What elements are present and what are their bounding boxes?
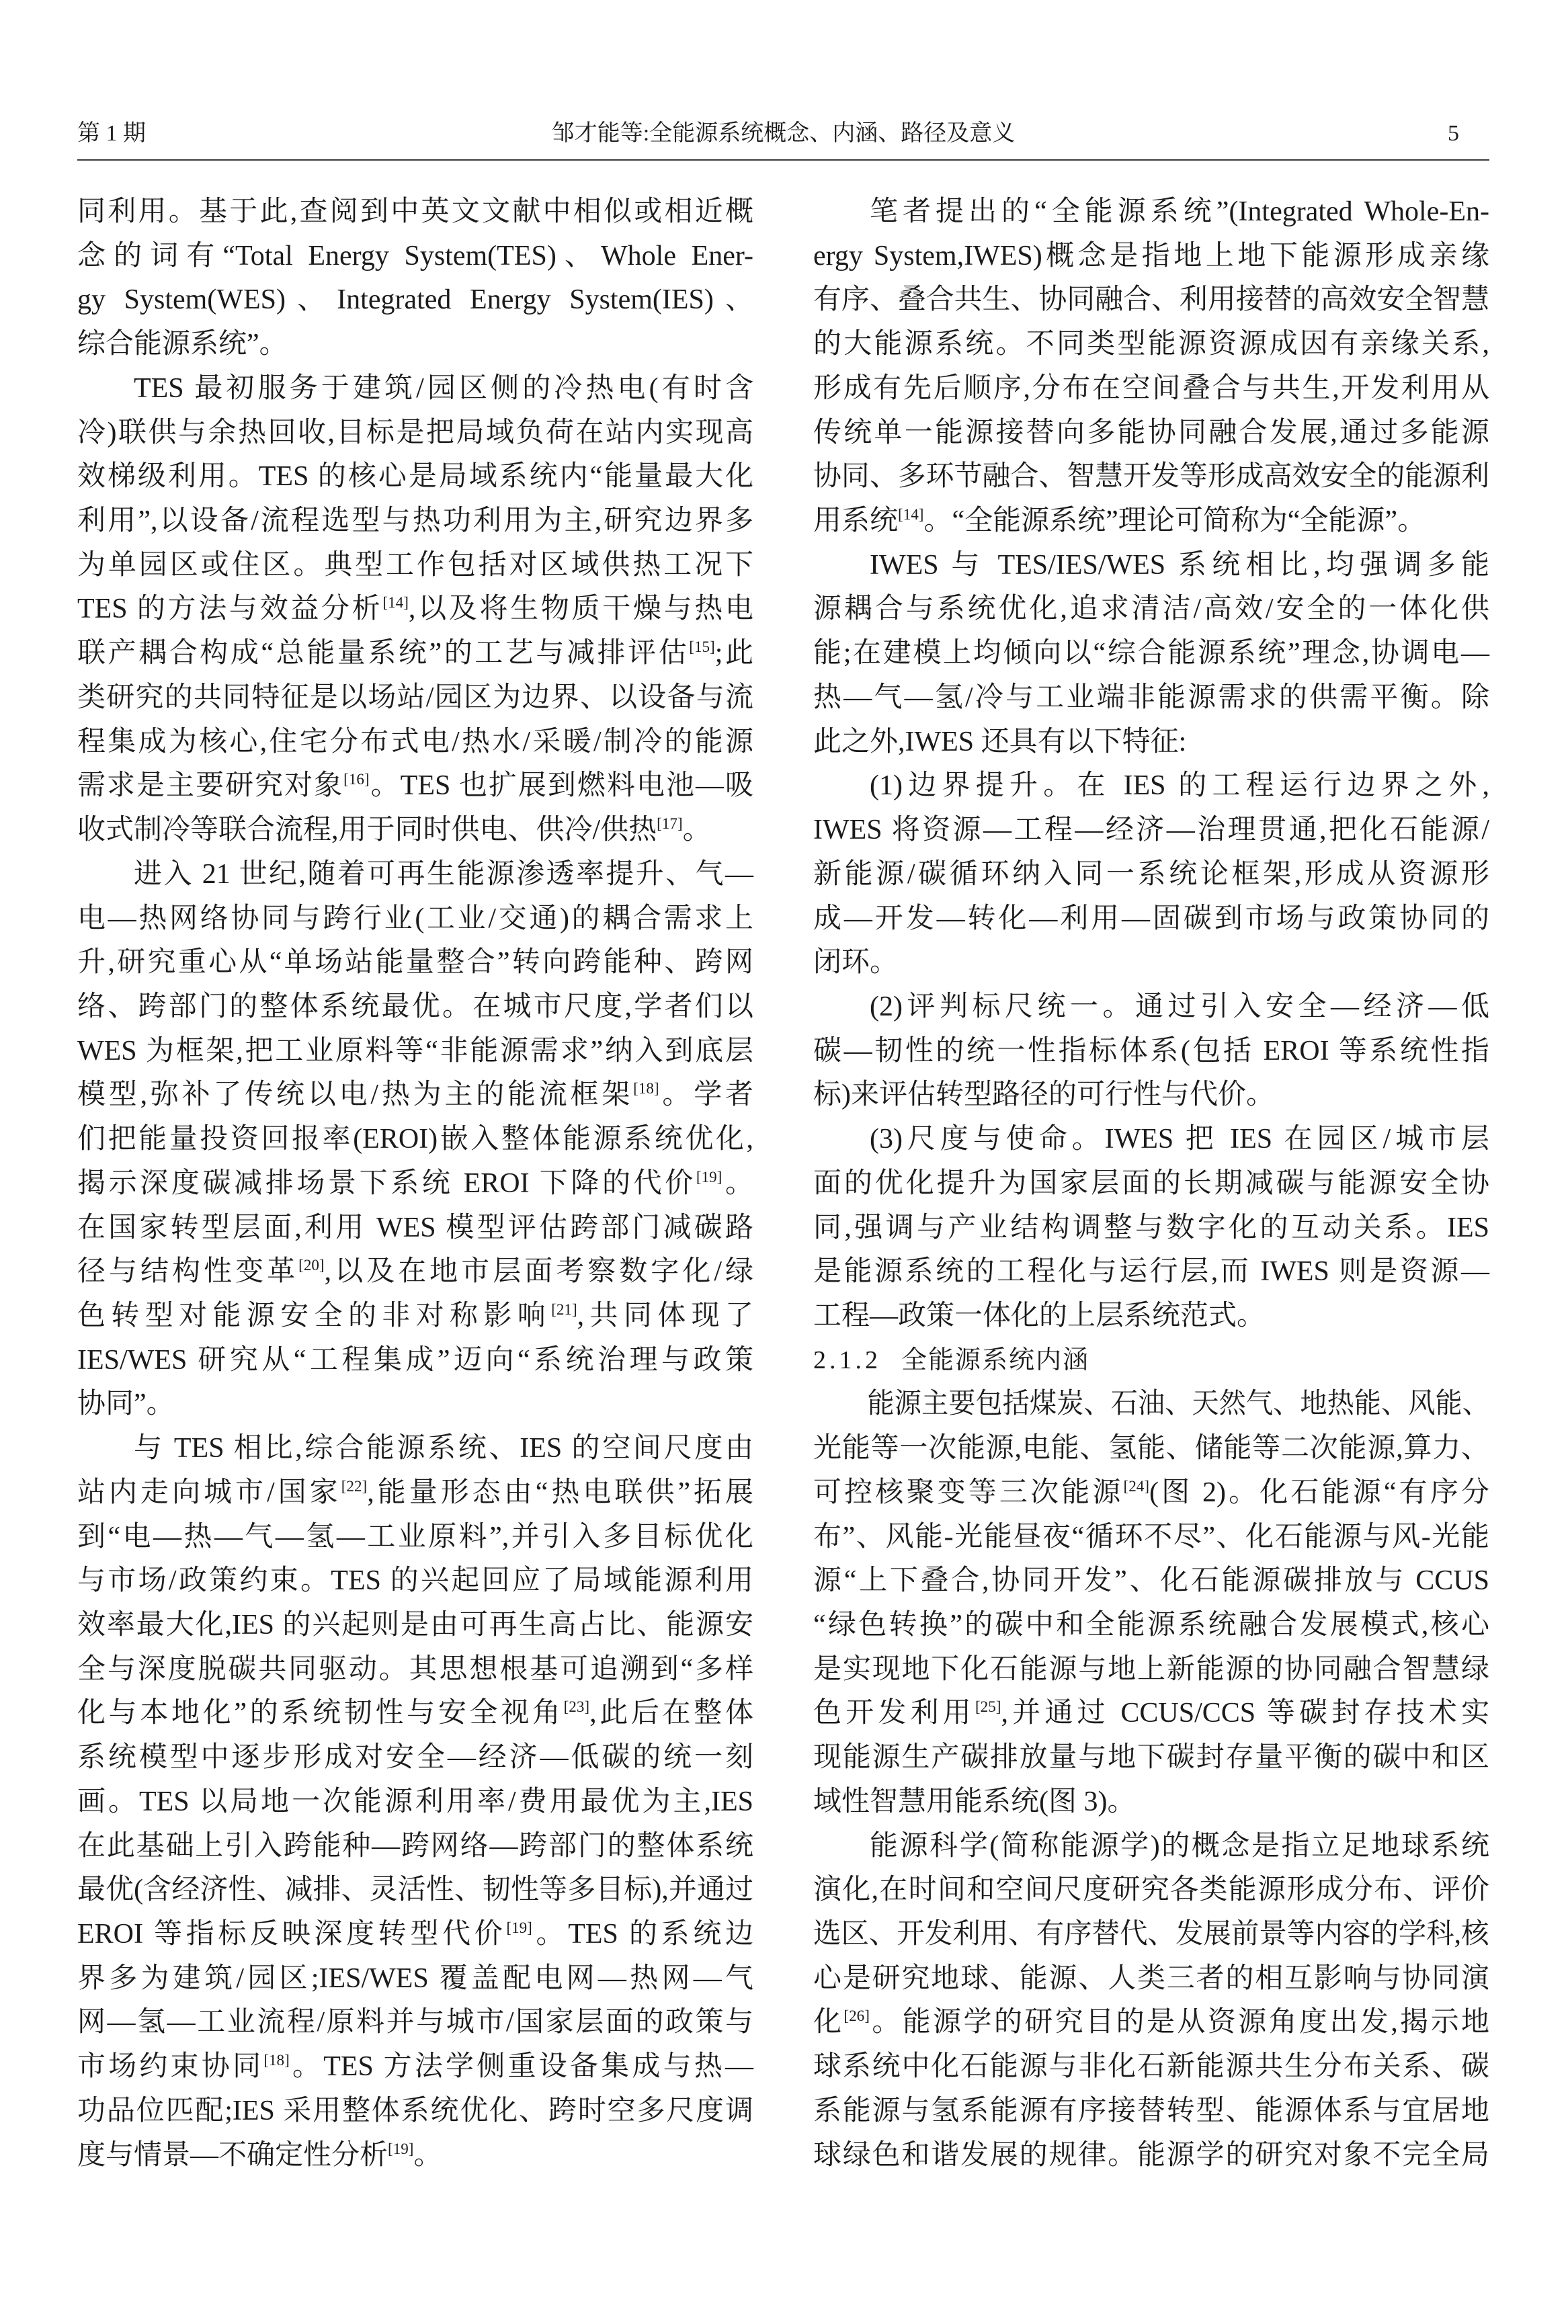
text-line xyxy=(813,367,1489,411)
text-line xyxy=(813,897,1489,942)
citation-superscript: [21] xyxy=(551,1300,577,1318)
text-run: 效梯级利用。TES 的核心是局域系统内“能量最大化 xyxy=(77,461,753,493)
text-line xyxy=(813,1913,1489,1957)
text-run: 收式制冷等联合流程,用于同时供电、供冷/供热 xyxy=(77,815,657,846)
text-line xyxy=(77,1030,753,1074)
text-run: 画。TES 以局地一次能源利用率/费用最优为主,IES xyxy=(77,1786,753,1817)
text-line xyxy=(77,587,753,632)
paragraph xyxy=(813,1825,1489,2178)
text-run: 。 xyxy=(413,2139,442,2171)
running-title: 邹才能等:全能源系统概念、内涵、路径及意义 xyxy=(551,121,1016,146)
text-run: 工程—政策一体化的上层系统范式。 xyxy=(813,1300,1266,1331)
citation-superscript: [19] xyxy=(506,1919,532,1937)
text-line xyxy=(813,1162,1489,1206)
text-run: 。“全能源系统”理论可简称为“全能源”。 xyxy=(923,505,1426,537)
text-line xyxy=(813,1118,1489,1162)
section-title: 全能源系统内涵 xyxy=(901,1345,1090,1374)
text-run: 的大能源系统。不同类型能源资源成因有亲缘关系, xyxy=(813,329,1489,360)
text-run: 模型,弥补了传统以电/热为主的能流框架 xyxy=(77,1079,634,1111)
text-line xyxy=(813,764,1489,808)
page-number: 5 xyxy=(1448,121,1459,146)
text-line xyxy=(77,2001,753,2045)
text-run: 笔者提出的“全能源系统”(Integrated Whole-En- xyxy=(870,196,1489,227)
text-line xyxy=(813,1471,1489,1516)
text-line xyxy=(813,1648,1489,1692)
text-run: 有序、叠合共生、协同融合、利用接替的高效安全智慧 xyxy=(813,284,1489,316)
citation-superscript: [18] xyxy=(633,1079,659,1097)
text-run: 碳—韧性的统一性指标体系(包括 EROI 等系统性指 xyxy=(813,1035,1489,1067)
text-line xyxy=(813,544,1489,588)
text-line xyxy=(813,1427,1489,1471)
text-line xyxy=(813,1516,1489,1560)
text-line xyxy=(813,2089,1489,2134)
left-column xyxy=(77,190,753,2177)
text-run: 需求是主要研究对象 xyxy=(77,770,344,802)
text-run: 布”、风能-光能昼夜“循环不尽”、化石能源与风-光能 xyxy=(813,1521,1489,1552)
text-line xyxy=(77,1073,753,1118)
text-line xyxy=(813,1559,1489,1604)
section-heading xyxy=(813,1339,1489,1383)
text-run: 是能源系统的工程化与运行层,而 IWES 则是资源— xyxy=(813,1256,1489,1288)
text-run: 此之外,IWES 还具有以下特征: xyxy=(813,726,1187,757)
text-run: 心是研究地球、能源、人类三者的相互影响与协同演 xyxy=(813,1962,1489,1994)
text-run: 色转型对能源安全的非对称影响 xyxy=(77,1300,552,1331)
text-line xyxy=(813,190,1489,235)
citation-superscript: [24] xyxy=(1123,1477,1150,1495)
text-run: ,并通过 CCUS/CCS 等碳封存技术实 xyxy=(1001,1698,1489,1729)
citation-superscript: [20] xyxy=(298,1256,325,1274)
text-run: TES 最初服务于建筑/园区侧的冷热电(有时含 xyxy=(134,372,753,404)
header-rule xyxy=(77,159,1489,161)
text-run: 程集成为核心,住宅分布式电/热水/采暖/制冷的能源 xyxy=(77,726,753,757)
text-run: 与 TES 相比,综合能源系统、IES 的空间尺度由 xyxy=(134,1433,753,1464)
text-line xyxy=(77,1692,753,1736)
text-run: ,以及将生物质干燥与热电 xyxy=(408,593,753,625)
paragraph xyxy=(77,190,753,367)
paragraph xyxy=(813,190,1489,544)
paragraph xyxy=(813,1382,1489,1824)
citation-superscript: [19] xyxy=(696,1167,723,1186)
text-line xyxy=(813,1030,1489,1074)
text-run: 源“上下叠合,协同开发”、化石能源碳排放与 CCUS xyxy=(813,1565,1489,1597)
text-line xyxy=(77,1736,753,1780)
text-run: 电—热网络协同与跨行业(工业/交通)的耦合需求上 xyxy=(77,903,753,934)
text-line xyxy=(77,1471,753,1516)
text-line xyxy=(813,941,1489,985)
text-line xyxy=(813,2001,1489,2045)
text-line xyxy=(813,985,1489,1030)
text-line xyxy=(77,1559,753,1604)
text-line xyxy=(77,1118,753,1162)
text-line xyxy=(77,764,753,808)
text-run: 选区、开发利用、有序替代、发展前景等内容的学科,核 xyxy=(813,1919,1489,1950)
citation-superscript: [19] xyxy=(388,2139,414,2157)
text-line xyxy=(77,544,753,588)
text-run: gy System(WES)、Integrated Energy System(IES)、 xyxy=(77,284,753,316)
text-line xyxy=(813,2045,1489,2089)
text-run: 。 xyxy=(682,815,711,846)
text-line xyxy=(77,853,753,897)
text-line xyxy=(813,1382,1490,1427)
paragraph xyxy=(77,1427,753,2177)
text-run: 闭环。 xyxy=(813,947,899,979)
text-line xyxy=(77,1162,753,1206)
text-line xyxy=(813,1825,1489,1869)
text-line xyxy=(813,1250,1489,1294)
text-run: 综合能源系统”。 xyxy=(77,329,288,360)
right-column xyxy=(813,190,1489,2177)
text-line xyxy=(77,1868,753,1913)
text-run: IES/WES 研究从“工程集成”迈向“系统治理与政策 xyxy=(77,1344,753,1376)
text-run: ,以及在地市层面考察数字化/绿 xyxy=(324,1256,753,1288)
text-run: 系统模型中逐步形成对安全—经济—低碳的统一刻 xyxy=(77,1742,753,1774)
text-run: 在国家转型层面,利用 WES 模型评估跨部门减碳路 xyxy=(77,1212,753,1243)
text-line xyxy=(77,411,753,456)
text-line xyxy=(813,676,1489,720)
citation-superscript: [14] xyxy=(898,505,924,524)
citation-superscript: [23] xyxy=(563,1698,590,1716)
text-run: 与市场/政策约束。TES 的兴起回应了局域能源利用 xyxy=(77,1565,753,1597)
text-line xyxy=(77,808,753,853)
text-run: 到“电—热—气—氢—工业原料”,并引入多目标优化 xyxy=(77,1521,753,1552)
text-run: 。能源学的研究目的是从资源角度出发,揭示地 xyxy=(869,2007,1489,2038)
text-run: 冷)联供与余热回收,目标是把局域负荷在站内实现高 xyxy=(77,417,753,448)
citation-superscript: [16] xyxy=(343,770,370,788)
text-run: EROI 等指标反映深度转型代价 xyxy=(77,1919,507,1950)
citation-superscript: [14] xyxy=(382,593,409,612)
text-line xyxy=(77,897,753,942)
text-line xyxy=(77,632,753,676)
text-line xyxy=(77,1604,753,1648)
text-line xyxy=(77,2045,753,2089)
text-run: 市场约束协同 xyxy=(77,2051,264,2083)
text-run: 们把能量投资回报率(EROI)嵌入整体能源系统优化, xyxy=(77,1124,753,1155)
text-line xyxy=(813,1868,1489,1913)
citation-superscript: [18] xyxy=(263,2051,290,2069)
text-line xyxy=(77,1382,753,1427)
paragraph xyxy=(77,367,753,853)
text-line xyxy=(813,1073,1489,1118)
text-run: ergy System,IWES)概念是指地上地下能源形成亲缘 xyxy=(813,240,1489,272)
text-run: 同,强调与产业结构调整与数字化的互动关系。IES xyxy=(813,1212,1489,1243)
text-line xyxy=(813,1692,1489,1736)
text-line xyxy=(813,235,1489,279)
text-run: 化 xyxy=(813,2007,844,2038)
text-run: ,此后在整体 xyxy=(589,1698,753,1729)
text-run: 光能等一次能源,电能、氢能、储能等二次能源,算力、 xyxy=(813,1433,1489,1464)
text-line xyxy=(77,1913,753,1957)
text-run: 。TES 方法学侧重设备集成与热— xyxy=(289,2051,753,2083)
text-run: IWES 将资源—工程—经济—治理贯通,把化石能源/ xyxy=(813,815,1489,846)
text-run: “绿色转换”的碳中和全能源系统融合发展模式,核心 xyxy=(813,1610,1489,1641)
paragraph xyxy=(813,985,1489,1118)
text-run: 协同”。 xyxy=(77,1388,175,1420)
text-line xyxy=(813,499,1489,544)
text-line xyxy=(813,455,1488,499)
text-run: 球系统中化石能源与非化石新能源共生分布关系、碳 xyxy=(813,2051,1489,2083)
text-line xyxy=(77,2134,753,2178)
text-run: 念的词有“Total Energy System(TES)、Whole Ener- xyxy=(77,240,753,272)
text-line xyxy=(77,190,753,235)
paragraph xyxy=(77,853,753,1427)
text-line xyxy=(813,2134,1489,2178)
text-line xyxy=(77,455,753,499)
text-run: 面的优化提升为国家层面的长期减碳与能源安全协 xyxy=(813,1167,1489,1199)
text-run: 成—开发—转化—利用—固碳到市场与政策协同的 xyxy=(813,903,1489,934)
text-run: 络、跨部门的整体系统最优。在城市尺度,学者们以 xyxy=(77,991,753,1022)
text-run: 联产耦合构成“总能量系统”的工艺与减排评估 xyxy=(77,638,690,669)
paragraph xyxy=(813,1118,1489,1339)
text-line xyxy=(813,278,1488,323)
text-line xyxy=(813,720,1489,765)
text-run: 在此基础上引入跨能种—跨网络—跨部门的整体系统 xyxy=(77,1830,753,1862)
text-run: 站内走向城市/国家 xyxy=(77,1477,341,1508)
text-run: 可控核聚变等三次能源 xyxy=(813,1477,1124,1508)
text-line xyxy=(77,941,753,985)
text-line xyxy=(813,853,1489,897)
text-run: ;此 xyxy=(714,638,753,669)
text-line xyxy=(77,720,753,765)
text-line xyxy=(813,1206,1489,1251)
section-number: 2.1.2 xyxy=(813,1345,881,1374)
text-run: 进入 21 世纪,随着可再生能源渗透率提升、气— xyxy=(134,858,753,890)
running-header xyxy=(77,114,1489,153)
citation-superscript: [22] xyxy=(341,1477,368,1495)
text-run: 度与情景—不确定性分析 xyxy=(77,2139,388,2171)
text-run: ,共同体现了 xyxy=(577,1300,753,1331)
text-line xyxy=(77,1825,753,1869)
text-run: TES 的方法与效益分析 xyxy=(77,593,383,625)
text-line xyxy=(77,367,753,411)
text-line xyxy=(77,1250,753,1294)
text-line xyxy=(77,1780,753,1825)
text-run: 网—氢—工业流程/原料并与城市/国家层面的政策与 xyxy=(77,2007,753,2038)
text-run: 现能源生产碳排放量与地下碳封存量平衡的碳中和区 xyxy=(813,1742,1489,1774)
text-run: 传统单一能源接替向多能协同融合发展,通过多能源 xyxy=(813,417,1489,448)
text-run: 。TES 的系统边 xyxy=(532,1919,753,1950)
issue-label: 第 1 期 xyxy=(77,121,146,146)
text-run: 域性智慧用能系统(图 3)。 xyxy=(813,1786,1136,1817)
text-run: 形成有先后顺序,分布在空间叠合与共生,开发利用从 xyxy=(813,372,1489,404)
text-run: 类研究的共同特征是以场站/园区为边界、以设备与流 xyxy=(77,681,753,713)
text-run: 是实现地下化石能源与地上新能源的协同融合智慧绿 xyxy=(813,1653,1489,1685)
text-line xyxy=(813,1736,1489,1780)
text-line xyxy=(77,1206,753,1251)
text-run: 为单园区或住区。典型工作包括对区域供热工况下 xyxy=(77,549,753,581)
text-line xyxy=(813,1604,1489,1648)
text-line xyxy=(77,278,753,323)
text-run: 用系统 xyxy=(813,505,899,537)
text-run: 新能源/碳循环纳入同一系统论框架,形成从资源形 xyxy=(813,858,1489,890)
text-line xyxy=(77,1957,753,2001)
text-run: 升,研究重心从“单场站能量整合”转向跨能种、跨网 xyxy=(77,947,753,979)
text-line xyxy=(813,1780,1489,1825)
text-run: 界多为建筑/园区;IES/WES 覆盖配电网—热网—气 xyxy=(77,1962,753,1994)
text-run: (图 2)。化石能源“有序分 xyxy=(1149,1477,1489,1508)
text-run: IWES 与 TES/IES/WES 系统相比,均强调多能 xyxy=(870,549,1489,581)
text-run: 功品位匹配;IES 采用整体系统优化、跨时空多尺度调 xyxy=(77,2095,753,2126)
text-line xyxy=(77,1648,753,1692)
text-run: WES 为框架,把工业原料等“非能源需求”纳入到底层 xyxy=(77,1035,753,1067)
text-run: 能源主要包括煤炭、石油、天然气、地热能、风能、 xyxy=(867,1388,1490,1420)
text-line xyxy=(77,1339,753,1383)
text-run: 源耦合与系统优化,追求清洁/高效/安全的一体化供 xyxy=(813,593,1489,625)
text-run: 揭示深度碳减排场景下系统 EROI 下降的代价 xyxy=(77,1167,696,1199)
text-run: 化与本地化”的系统韧性与安全视角 xyxy=(77,1698,564,1729)
text-run: 利用”,以设备/流程选型与热功利用为主,研究边界多 xyxy=(77,505,753,537)
text-run: 径与结构性变革 xyxy=(77,1256,299,1288)
text-line xyxy=(813,587,1489,632)
text-line xyxy=(813,1957,1489,2001)
text-run: 同利用。基于此,查阅到中英文文献中相似或相近概 xyxy=(77,196,753,227)
text-line xyxy=(77,1516,753,1560)
text-line xyxy=(77,499,753,544)
text-run: ,能量形态由“热电联供”拓展 xyxy=(367,1477,753,1508)
text-run: 最优(含经济性、减排、灵活性、韧性等多目标),并通过 xyxy=(77,1874,753,1906)
citation-superscript: [15] xyxy=(689,638,715,656)
text-run: 标)来评估转型路径的可行性与代价。 xyxy=(813,1079,1274,1111)
text-line xyxy=(77,323,753,367)
text-line xyxy=(77,1427,753,1471)
text-run: 全与深度脱碳共同驱动。其思想根基可追溯到“多样 xyxy=(77,1653,753,1685)
text-line xyxy=(77,676,753,720)
text-run: 能;在建模上均倾向以“综合能源系统”理念,协调电— xyxy=(813,638,1489,669)
text-line xyxy=(77,985,753,1030)
text-run: 。学者 xyxy=(659,1079,753,1111)
text-run: (3)尺度与使命。IWES 把 IES 在园区/城市层 xyxy=(870,1124,1489,1155)
citation-superscript: [26] xyxy=(843,2007,870,2025)
text-run: 色开发利用 xyxy=(813,1698,975,1729)
text-run: 演化,在时间和空间尺度研究各类能源形成分布、评价 xyxy=(813,1874,1489,1906)
paragraph xyxy=(813,544,1489,765)
text-line xyxy=(813,323,1489,367)
text-line xyxy=(813,411,1489,456)
text-run: 效率最大化,IES 的兴起则是由可再生高占比、能源安 xyxy=(77,1610,753,1641)
text-line xyxy=(77,235,753,279)
citation-superscript: [17] xyxy=(657,815,683,833)
text-run: 热—气—氢/冷与工业端非能源需求的供需平衡。除 xyxy=(813,681,1489,713)
text-run: 球绿色和谐发展的规律。能源学的研究对象不完全局 xyxy=(813,2139,1489,2171)
text-line xyxy=(813,632,1489,676)
text-line xyxy=(813,1294,1489,1339)
text-run: (2)评判标尺统一。通过引入安全—经济—低 xyxy=(870,991,1489,1022)
text-run: 能源科学(简称能源学)的概念是指立足地球系统 xyxy=(870,1830,1489,1862)
citation-superscript: [25] xyxy=(975,1698,1001,1716)
text-run: 。 xyxy=(722,1167,753,1199)
text-run: (1)边界提升。在 IES 的工程运行边界之外, xyxy=(870,770,1489,802)
paragraph xyxy=(813,764,1489,985)
text-line xyxy=(77,2089,753,2134)
text-run: 系能源与氢系能源有序接替转型、能源体系与宜居地 xyxy=(813,2095,1489,2126)
text-run: 协同、多环节融合、智慧开发等形成高效安全的能源利 xyxy=(813,461,1489,493)
text-line xyxy=(813,808,1489,853)
text-run: 。TES 也扩展到燃料电池—吸 xyxy=(369,770,753,802)
text-line xyxy=(77,1294,753,1339)
